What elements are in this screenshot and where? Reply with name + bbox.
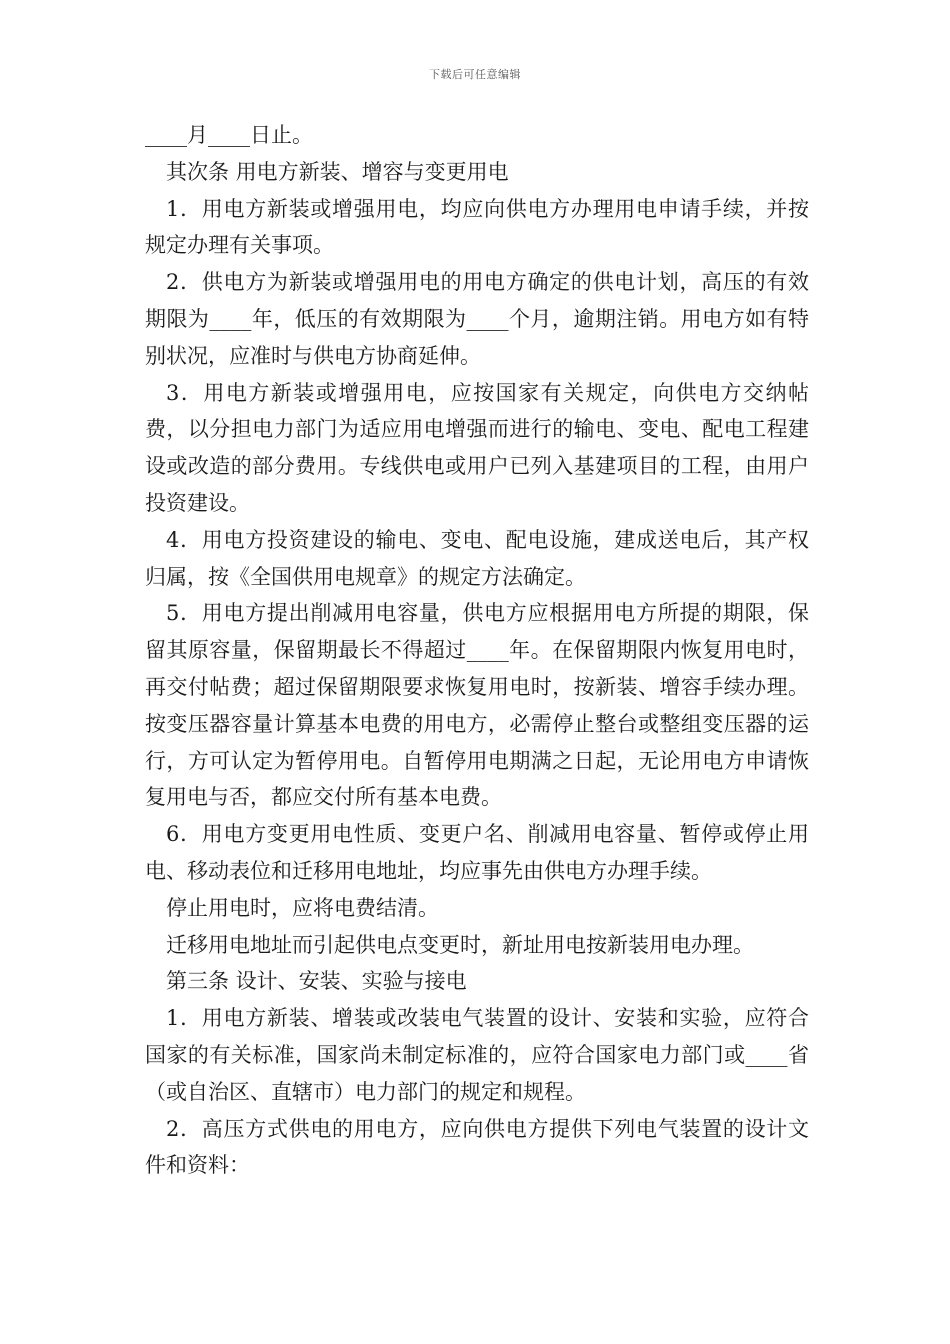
page-header-note: 下载后可任意编辑 [429,68,521,81]
clause-3-2: 2．高压方式供电的用电方，应向供电方提供下列电气装置的设计文件和资料： [145,1116,809,1178]
heading-article-3: 第三条 设计、安装、实验与接电 [166,969,467,994]
clause-2-1: 1．用电方新装或增强用电，均应向供电方办理用电申请手续，并按规定办理有关事项。 [145,196,809,258]
document-body [145,117,809,1184]
clause-2-6-stop: 停止用电时，应将电费结清。 [166,895,439,920]
clause-3-1: 1．用电方新装、增装或改装电气装置的设计、安装和实验，应符合国家的有关标准，国家尚未制定标准的，应符合国家电力部门或____省（或自治区、直辖市）电力部门的规定和规程。 [145,1006,809,1104]
heading-article-2: 其次条 用电方新装、增容与变更用电 [166,159,509,184]
paragraph-date-end: ____月____日止。 [145,123,313,147]
clause-2-4: 4．用电方投资建设的输电、变电、配电设施，建成送电后，其产权归属，按《全国供用电规章》的规定方法确定。 [145,527,809,589]
clause-2-6: 6．用电方变更用电性质、变更户名、削减用电容量、暂停或停止用电、移动表位和迁移用电地址，均应事先由供电方办理手续。 [145,822,809,883]
clause-2-3: 3．用电方新装或增强用电，应按国家有关规定，向供电方交纳帖费，以分担电力部门为适应用电增强而进行的输电、变电、配电工程建设或改造的部分费用。专线供电或用户已列入基建项目的工程，由用户投资建设。 [145,380,809,515]
clause-2-6-relocate: 迁移用电地址而引起供电点变更时，新址用电按新装用电办理。 [166,932,754,957]
clause-2-2: 2．供电方为新装或增强用电的用电方确定的供电计划，高压的有效期限为____年，低压的有效期限为____个月，逾期注销。用电方如有特别状况，应准时与供电方协商延伸。 [145,270,809,368]
clause-2-5: 5．用电方提出削减用电容量，供电方应根据用电方所提的期限，保留其原容量，保留期最长不得超过____年。在保留期限内恢复用电时，再交付帖费；超过保留期限要求恢复用电时，按新装、增容手续办理。按变压器容量计算基本电费的用电方，必需停止整台或整组变压器的运行，方可认定为暂停用电。自暂停用电期满之日起，无论用电方申请恢复用电与否，都应交付所有基本电费。 [145,601,809,810]
